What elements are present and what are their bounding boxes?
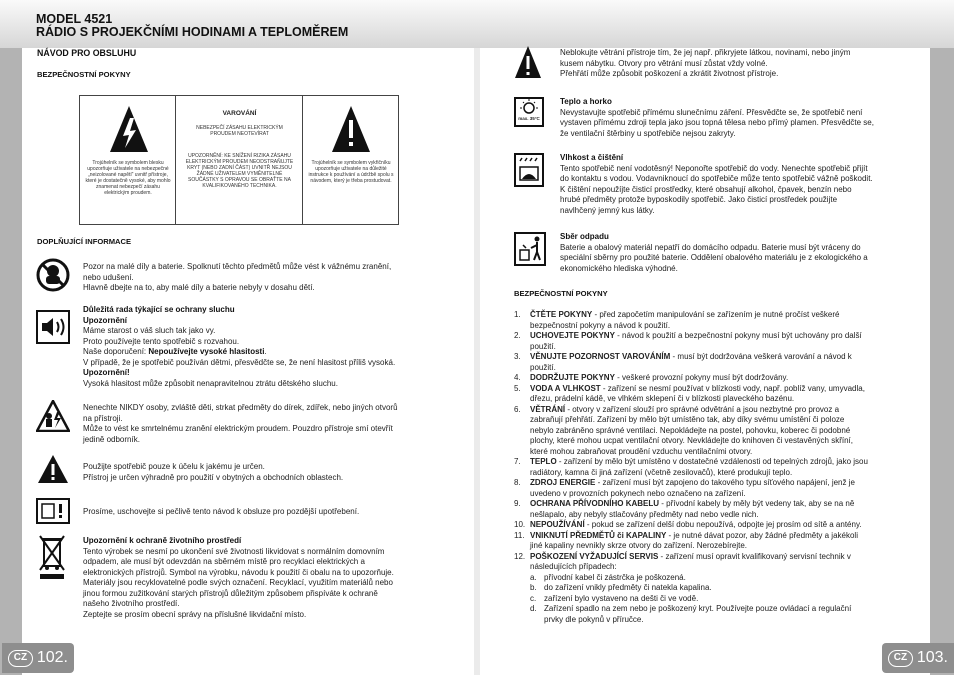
lightning-triangle-icon xyxy=(108,104,150,154)
moisture-section xyxy=(560,153,873,216)
text-line: odpadem, ale musí být odevzdán na sběrném místě pro recyklaci elektrických a xyxy=(83,557,365,566)
sub-item-text: Zařízení spadlo na zem nebo je poškozený kryt. Používejte pouze ovládací a regulační xyxy=(544,604,852,613)
text-line: Nevystavujte spotřebič přímému slunečnímu záření. Přesvědčte se, že spotřebič není xyxy=(560,107,863,117)
text-line: Vysoká hlasitost může způsobit nenapravitelnou ztrátu dětského sluchu. xyxy=(83,378,338,388)
item-text: - před započetím manipulování se zařízením je nutné pročíst veškeré xyxy=(592,310,840,319)
page-gutter xyxy=(474,48,480,675)
hearing-protection-section xyxy=(83,305,395,389)
text-line: nebo udušení. xyxy=(83,272,134,282)
item-keyword: ČTĚTE POKYNY xyxy=(530,310,593,319)
text-line: Může to vést ke smrtelnému zranění elektrickým proudem. Pouzdro přístroje smí otevřít xyxy=(83,424,393,433)
page-number-right-text: 103. xyxy=(916,649,948,666)
intended-use-note xyxy=(83,462,343,483)
text-line: Tento spotřebič není vodotěsný! Neponořte spotřebič do vody. Nenechte spotřebič přijít xyxy=(560,163,868,173)
item-keyword: VĚNUJTE POZORNOST VAROVÁNÍM xyxy=(530,352,671,361)
list-item xyxy=(514,457,924,478)
text-line: Proto používejte tento spotřebič s rozvahou. xyxy=(83,336,240,346)
item-keyword: VNIKNUTÍ PŘEDMĚTŮ či KAPALINY xyxy=(530,530,667,540)
waste-disposal-icon xyxy=(514,232,546,266)
moisture-title: Vlhkost a čištění xyxy=(560,153,624,162)
exclamation-triangle-icon xyxy=(330,104,372,154)
no-small-parts-icon xyxy=(36,258,70,292)
text-line: jedině odborník. xyxy=(83,434,140,444)
item-number: 8. xyxy=(514,478,521,487)
text-line: ekonomického hlediska výhodné. xyxy=(560,263,678,273)
max-temperature-icon xyxy=(514,97,544,127)
sub-item xyxy=(530,573,924,584)
item-text: - zařízení musí opravit kvalifikovaný servisní technik v xyxy=(658,551,851,561)
item-text: zabraňují přehřátí. Zařízení by mělo být umístěno tak, aby díky svému umístění či poloze xyxy=(530,415,845,424)
list-item xyxy=(514,352,924,373)
additional-info-heading: DOPLŇUJÍCÍ INFORMACE xyxy=(37,237,132,246)
text-line: Tento výrobek se nesmí po ukončení své životnosti likvidovat s normálním domovním xyxy=(83,546,385,556)
hearing-warning-label: Upozornění xyxy=(83,315,127,325)
item-keyword: OCHRANA PŘÍVODNÍHO KABELU xyxy=(530,499,660,508)
ventilation-warning-icon xyxy=(514,44,542,80)
item-text: - zařízení musí být zapojeno do takového typu síťového napájení, jenž je xyxy=(595,478,855,487)
list-item xyxy=(514,373,924,384)
item-text: - přívodní kabely by měly být vedeny tak, aby se na ně xyxy=(659,499,855,508)
heat-section xyxy=(560,97,874,139)
small-parts-warning xyxy=(83,262,391,294)
item-text: - veškeré provozní pokyny musí být dodržovány. xyxy=(614,373,789,382)
warning-box xyxy=(79,95,399,225)
page-number-left xyxy=(2,643,74,673)
text-line: Máme starost o váš sluch tak jako vy. xyxy=(83,326,216,335)
text-line: na přístroji. xyxy=(83,413,123,423)
text-line: Materiály jsou recyklovatelné podle svých označení. Recyklací, využitím materiálů nebo xyxy=(83,578,393,587)
item-text: - otvory v zařízení slouží pro správné odvětrání a jsou nezbytné pro provoz a xyxy=(565,404,840,414)
list-item xyxy=(514,331,924,352)
hearing-warning-label-2: Upozornění! xyxy=(83,368,130,377)
ventilation-note xyxy=(560,48,850,80)
list-item xyxy=(514,531,924,552)
model-number: MODEL 4521 xyxy=(36,12,113,26)
text-line: V případě, že je spotřebič používán dětmi, přesvědčte se, že není hlasitost příliš vysoká. xyxy=(83,357,396,367)
list-item xyxy=(514,478,924,499)
item-text: jiné kapaliny nevnikly skrze otvory do zařízení. Nerozebírejte. xyxy=(530,541,747,550)
item-keyword: NEPOUŽÍVÁNÍ xyxy=(530,520,585,529)
item-number: 4. xyxy=(514,373,521,382)
text-line: Hlavně dbejte na to, aby malé díly a baterie nebyly v dosahu dětí. xyxy=(83,283,315,292)
page-number-left-text: 102. xyxy=(36,649,68,666)
list-item xyxy=(514,310,924,331)
product-name: RÁDIO S PROJEKČNÍMI HODINAMI A TEPLOMĚREM xyxy=(36,25,349,39)
sub-item-letter: d. xyxy=(530,604,537,613)
item-keyword: DODRŽUJTE POKYNY xyxy=(530,373,615,382)
item-keyword: POŠKOZENÍ VYŽADUJÍCÍ SERVIS xyxy=(530,551,659,561)
item-number: 12. xyxy=(514,551,526,561)
list-item xyxy=(514,499,924,520)
item-text: nešlapalo, aby nebyly stlačovány předměty nad nebo vedle nich. xyxy=(530,509,759,519)
objects-in-openings-warning xyxy=(83,403,398,445)
waste-title: Sběr odpadu xyxy=(560,232,609,241)
warning-box-lightning-column xyxy=(80,96,176,224)
page-number-right xyxy=(882,643,954,673)
warning-box-exclamation-column xyxy=(303,96,399,224)
item-number: 7. xyxy=(514,457,521,466)
environment-section xyxy=(83,536,394,620)
sub-item-text: přívodní kabel či zástrčka je poškozená. xyxy=(544,572,686,582)
item-text: nebylo zabráněno správné ventilaci. Nepokládejte na postel, pohovku, koberec či podobné xyxy=(530,425,851,435)
item-text: použití. xyxy=(530,341,556,351)
text-line: navlhčený jemný kus látky. xyxy=(560,205,655,215)
warning-shock-text: NEBEZPEČÍ ZÁSAHU ELEKTRICKÝM PROUDEM NEOTEVÍRAT xyxy=(196,125,283,137)
item-number: 6. xyxy=(514,404,521,414)
item-text: - zařízení se nesmí používat v blízkosti vody, např. poblíž vany, umyvadla, xyxy=(600,383,865,393)
text-line: speciální sběrny pro použité baterie. Oddělení obalového materiálu je z ekologického a xyxy=(560,253,868,262)
exclamation-warning-icon xyxy=(37,454,69,484)
waste-section xyxy=(560,232,868,274)
item-number: 3. xyxy=(514,352,521,361)
item-number: 9. xyxy=(514,499,521,508)
lightning-symbol-note: Trojúhelník se symbolem blesku upozorňuje uživatele na nebezpečné „neizolované napětí“ uvnitř přístroje, které je dostatečně vysoké, aby mohlo znamenat nebezpečí zásahu elektrickým proudem. xyxy=(85,160,171,196)
item-text: bezpečnostní pokyny a návod k použití. xyxy=(530,320,671,330)
item-keyword: ZDROJ ENERGIE xyxy=(530,478,596,487)
sub-item-text: do zařízení vnikly předměty či natekla kapalina. xyxy=(544,583,712,592)
sub-item-letter: a. xyxy=(530,572,537,582)
item-number: 11. xyxy=(514,530,525,540)
item-keyword: VODA A VLHKOST xyxy=(530,383,601,393)
hearing-protection-icon xyxy=(36,310,70,344)
text-line: elektronických přístrojů. Symbol na výrobku, návodu k použití či obalu na to upozorňuje. xyxy=(83,567,394,577)
document-title xyxy=(36,13,348,39)
item-text: - návod k použití a bezpečnostní pokyny musí být uchovány pro další xyxy=(614,331,862,340)
text-bold: Nepoužívejte vysoké hlasitosti xyxy=(148,347,265,356)
child-shock-warning-icon xyxy=(36,400,70,432)
list-item xyxy=(514,520,924,531)
max-temperature-label: max. 35°C xyxy=(518,116,540,121)
list-item xyxy=(514,405,924,458)
sub-item-text: prvky dle pokynů v příručce. xyxy=(544,614,644,624)
text-line: Zeptejte se prosím obecní správy na příslušné likvidační místo. xyxy=(83,609,307,619)
text-line: že ventilační štěrbiny u spotřebiče nejsou zakryty. xyxy=(560,128,736,138)
item-keyword: UCHOVEJTE POKYNY xyxy=(530,331,615,340)
language-badge-left: CZ xyxy=(8,650,33,667)
text-line: Přehřátí může způsobit poškození a zkrátit životnost přístroje. xyxy=(560,69,779,78)
list-item xyxy=(514,384,924,405)
warning-title: VAROVÁNÍ xyxy=(222,110,257,117)
heat-title: Teplo a horko xyxy=(560,97,612,106)
text-line: Nenechte NIKDY osoby, zvláště děti, strkat předměty do dírek, zdířek, nebo jiných otvorů xyxy=(83,403,398,412)
text-line: Baterie a obalový materiál nepatří do domácího odpadu. Baterie musí být vráceny do xyxy=(560,242,861,252)
moisture-icon xyxy=(514,153,544,187)
item-number: 5. xyxy=(514,383,521,393)
text-line: Použijte spotřebič pouze k účelu k jakému je určen. xyxy=(83,462,265,471)
item-text: - zařízení by mělo být umístěno v dostatečné vzdálenosti od tepelných zdrojů, jako jsou xyxy=(556,457,868,466)
text-line: kusem nábytku. Otvory pro větrání musí zůstat vždy volné. xyxy=(560,58,768,68)
item-text: použití. xyxy=(530,362,556,372)
text-line: našeho životního prostředí. xyxy=(83,599,180,608)
text-line: Neblokujte větrání přístroje tím, že jej např. přikryjete látkou, novinami, nebo jiným xyxy=(560,48,851,57)
sub-item xyxy=(530,583,924,594)
item-text: které mohou zabraňovat proudění vzduchu ventilačními otvory. xyxy=(530,446,753,456)
item-text: radiátory, kamna či jiná zařízení (včetně zesilovačů), které produkují teplo. xyxy=(530,467,793,477)
environment-title: Upozornění k ochraně životního prostředí xyxy=(83,536,242,545)
text-line: Přístroj je určen výhradně pro použití v obytných a obchodních oblastech. xyxy=(83,472,344,482)
manual-book-icon xyxy=(36,498,70,524)
item-text: uvedeno v provozních pokynech nebo označeno na zařízení. xyxy=(530,488,746,498)
manual-heading: NÁVOD PRO OBSLUHU xyxy=(37,48,137,58)
exclamation-symbol-note: Trojúhelník se symbolem vykřičníku upozorňuje uživatele na důležité instrukce k používání a údržbě spolu s návodem, který je třeba prostudovat. xyxy=(308,160,394,184)
item-keyword: VĚTRÁNÍ xyxy=(530,404,566,414)
item-number: 2. xyxy=(514,331,521,340)
warning-caution-text: UPOZORNĚNÍ: KE SNÍŽENÍ RIZIKA ZÁSAHU ELEKTRICKÝM PROUDEM NEODSTRAŇUJTE KRYT (NEBO ZADNÍ ČÁST) UVNITŘ NEJSOU ŽÁDNÉ UŽIVATELEM VYMĚNITELNÉ SOUČÁSTKY S OPRAVOU SE OBRAŤTE NA KVALIFIKOVANÉHO TECHNIKA. xyxy=(185,153,294,189)
list-item xyxy=(514,552,924,626)
item-text: - musí být dodržována veškerá varování a návod k xyxy=(670,352,852,361)
weee-bin-icon xyxy=(38,534,66,582)
safety-instructions-list xyxy=(514,310,924,625)
sub-item-text: zařízení bylo vystaveno na dešti či ve vodě. xyxy=(544,593,699,603)
text-span: Naše doporučení: xyxy=(83,347,149,356)
sub-item xyxy=(530,594,924,605)
left-edge-strip xyxy=(0,48,22,675)
keep-manual-note: Prosíme, uschovejte si pečlivě tento návod k obsluze pro pozdější upotřebení. xyxy=(83,507,360,516)
text-line: vystaven přímému zdroji tepla jako jsou topná tělesa nebo přímý plamen. Přesvědčte se, xyxy=(560,118,874,127)
item-text: následujících případech: xyxy=(530,562,617,571)
item-text: - pokud se zařízení delší dobu nepoužívá, odpojte jej prosím od sítě a antény. xyxy=(584,520,862,529)
item-keyword: TEPLO xyxy=(530,457,557,466)
item-number: 1. xyxy=(514,310,521,319)
hearing-title: Důležitá rada týkající se ochrany sluchu xyxy=(83,305,235,314)
item-number: 10. xyxy=(514,520,526,529)
item-text: plochy, které mohou ucpat ventilační otvory. Nevkládejte do knihoven či vestavěných skříní, xyxy=(530,436,853,445)
text-line: hrubé předměty protože byposkodily spotřebič. Jako čisticí prostředek použijte xyxy=(560,195,838,204)
item-text: - je nutné dávat pozor, aby žádné předměty a jakékoli xyxy=(666,530,858,540)
right-edge-strip xyxy=(930,48,954,675)
sub-item-letter: b. xyxy=(530,583,537,592)
warning-box-text-column xyxy=(176,96,303,224)
sub-item xyxy=(530,604,924,625)
sub-item-letter: c. xyxy=(530,593,537,603)
item-text: dřezu, prádelní kádě, ve vlhkém sklepení či v blízkosti plaveckého bazénu. xyxy=(530,394,795,403)
text-line: do kontaktu s vodou. Vodavniknoucí do spotřebiče může tento spotřebič vážně poškodit. xyxy=(560,174,873,183)
text-line: jinou formou zužitkování starých přístrojů důležitým způsobem přispíváte k ochraně xyxy=(83,588,378,598)
safety-heading-right: BEZPEČNOSTNÍ POKYNY xyxy=(514,289,608,298)
language-badge-right: CZ xyxy=(888,650,913,667)
text-line: Naše doporučení: Nepoužívejte vysoké hlasitosti. xyxy=(83,347,267,356)
text-line: K čištění nepoužíjte čisticí prostředky, které obsahují alkohol, čpavek, benzín nebo xyxy=(560,184,852,194)
text-line: Pozor na malé díly a baterie. Spolknutí těchto předmětů může vést k vážnému zranění, xyxy=(83,262,392,271)
safety-heading-left: BEZPEČNOSTNÍ POKYNY xyxy=(37,70,131,79)
